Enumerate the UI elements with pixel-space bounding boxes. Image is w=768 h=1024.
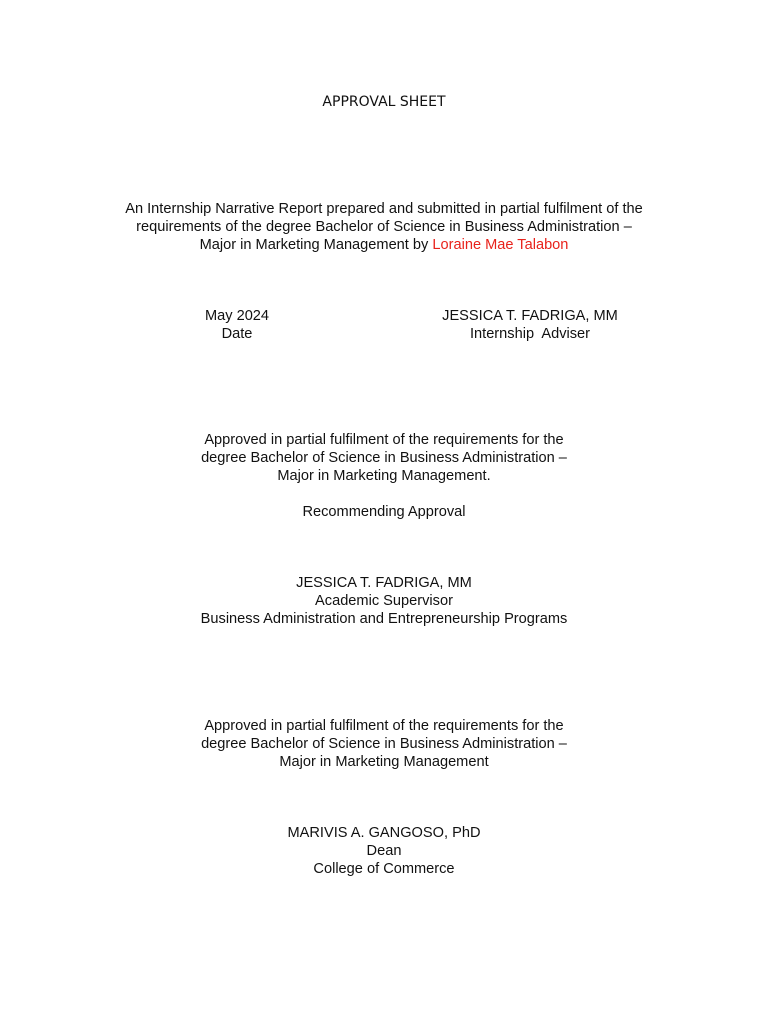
- intro-line-3: [0, 236, 768, 254]
- supervisor-role: Academic Supervisor: [315, 593, 453, 609]
- adviser-block: [400, 307, 660, 343]
- approval-paragraph-1: [0, 431, 768, 485]
- approval-2-line-2: degree Bachelor of Science in Business Administration –: [201, 736, 567, 752]
- approval-2-line-1: Approved in partial fulfilment of the requirements for the: [204, 718, 564, 734]
- dean-signature-block: [0, 824, 768, 878]
- supervisor-program: Business Administration and Entrepreneurship Programs: [200, 611, 568, 627]
- recommending-approval: Recommending Approval: [302, 504, 466, 520]
- author-name: Loraine Mae Talabon: [432, 237, 569, 253]
- supervisor-signature-block: [0, 574, 768, 628]
- adviser-role: Internship Adviser: [469, 326, 591, 342]
- intro-line-3-prefix: Major in Marketing Management by: [199, 237, 433, 253]
- intro-line-1: An Internship Narrative Report prepared and submitted in partial fulfilment of the: [125, 201, 643, 217]
- intro-paragraph: [0, 200, 768, 254]
- date-label: Date: [221, 326, 253, 342]
- approval-1-line-3: Major in Marketing Management.: [277, 468, 491, 484]
- approval-1-line-1: Approved in partial fulfilment of the requirements for the: [204, 432, 564, 448]
- dean-name: MARIVIS A. GANGOSO, PhD: [287, 825, 481, 841]
- dean-college: College of Commerce: [313, 861, 455, 877]
- date-block: [172, 307, 302, 343]
- page-title: APPROVAL SHEET: [322, 94, 446, 110]
- adviser-name: JESSICA T. FADRIGA, MM: [442, 308, 618, 324]
- approval-1-line-2: degree Bachelor of Science in Business Administration –: [201, 450, 567, 466]
- approval-2-line-3: Major in Marketing Management: [279, 754, 489, 770]
- intro-line-2: requirements of the degree Bachelor of Science in Business Administration –: [136, 219, 632, 235]
- dean-role: Dean: [366, 843, 402, 859]
- date-value: May 2024: [204, 308, 270, 324]
- approval-paragraph-2: [0, 717, 768, 771]
- supervisor-name: JESSICA T. FADRIGA, MM: [296, 575, 472, 591]
